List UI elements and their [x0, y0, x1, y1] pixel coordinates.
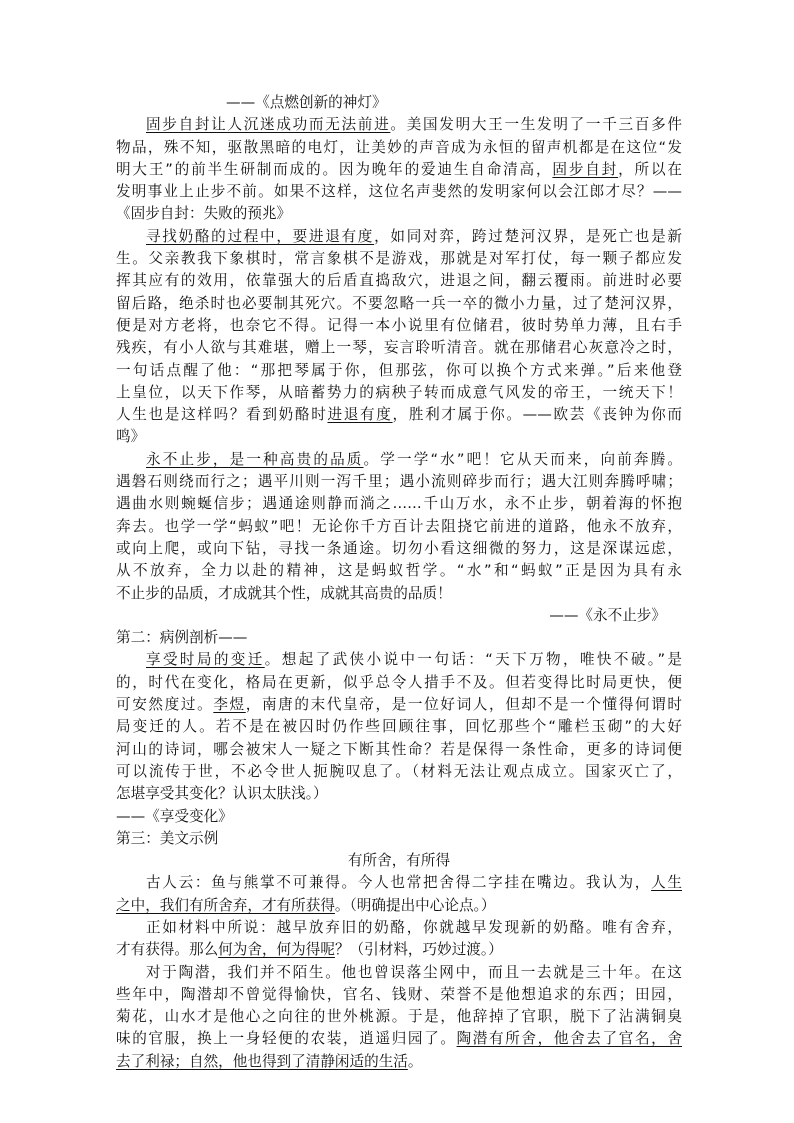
- paragraph-line: [116, 1006, 682, 1028]
- text-run: 味的官服，换上一身轻便的农装，逍遥归园了。: [116, 1030, 457, 1048]
- source-line: [116, 806, 682, 828]
- paragraph-line: [116, 426, 682, 448]
- text-run: ，南唐的末代皇帝，是一位好词人，但却不是一个懂得何谓时: [245, 696, 682, 714]
- underlined-text: 何为舍，何为得呢: [218, 941, 335, 959]
- paragraph-line: [116, 939, 682, 961]
- text-run: 人生也是这样吗？看到奶酪时: [116, 406, 328, 424]
- text-run: 第二：病例剖析——: [116, 629, 248, 647]
- paragraph-line: [116, 159, 682, 181]
- paragraph-line: [116, 783, 682, 805]
- paragraph-line: [116, 449, 682, 471]
- text-run: 遇磐石则绕而行之；遇平川则一泻千里；遇小流则碎步而行；遇大江则奔腾呼啸；: [116, 473, 682, 491]
- text-run: 不止步的品质，才成就其个性，成就其高贵的品质！: [116, 584, 452, 602]
- paragraph-line: [116, 761, 682, 783]
- text-run: 留后路，绝杀时也必要制其死穴。不要忽略一兵一卒的微小力量，过了楚河汉界，: [116, 294, 682, 312]
- text-run: 古人云：鱼与熊掌不可兼得。今人也常把舍得二字挂在嘴边。我认为，: [146, 874, 652, 892]
- text-run: 。（明确提出中心论点。）: [334, 896, 496, 914]
- text-run: 有所舍，有所得: [347, 852, 451, 870]
- text-run: 一句话点醒了他：“那把琴属于你，但那弦，你可以换个方式来弹。”后来他登: [116, 361, 682, 379]
- underlined-text: 去了利禄；自然，他也得到了清静闲适的生活: [116, 1052, 408, 1070]
- text-run: ——《享受变化》: [116, 807, 233, 825]
- paragraph-line: [116, 716, 682, 738]
- essay-title: [116, 850, 682, 872]
- paragraph-line: [116, 404, 682, 426]
- text-run: 鸣》: [116, 428, 146, 446]
- document-page: [116, 92, 682, 1073]
- text-run: ，胜利才属于你。——欧芸《丧钟为你而: [392, 406, 682, 424]
- text-run: 挥其应有的效用，依靠强大的后盾直捣敌穴，进退之间，翻云覆雨。前进时必要: [116, 272, 682, 290]
- text-run: 上皇位，以天下作琴，从暗蓄势力的病秧子转而成意气风发的帝王，一统天下！: [116, 383, 682, 401]
- paragraph-line: [116, 694, 682, 716]
- paragraph-line: [116, 895, 682, 917]
- paragraph-line: [116, 649, 682, 671]
- text-run: 。美国发明大王一生发明了一千三百多件: [390, 116, 682, 134]
- paragraph-line: [116, 137, 682, 159]
- paragraph-line: [116, 382, 682, 404]
- text-run: 才有获得。那么: [116, 941, 219, 959]
- paragraph-line: [116, 471, 682, 493]
- paragraph-line: [116, 538, 682, 560]
- text-run: 。想起了武侠小说中一句话：“天下万物，唯快不破。”是: [264, 651, 682, 669]
- paragraph-line: [116, 226, 682, 248]
- underlined-text: 永不止步，是一种高贵的品质: [146, 450, 364, 468]
- paragraph-line: [116, 337, 682, 359]
- source-line: [116, 92, 682, 114]
- paragraph-line: [116, 360, 682, 382]
- paragraph-line: [116, 739, 682, 761]
- source-line: [116, 203, 682, 225]
- text-run: 菊花，山水才是他心之向往的世外桃源。于是，他辞掉了官职，脱下了沾满铜臭: [116, 1008, 682, 1026]
- text-run: 对于陶潜，我们并不陌生。他也曾误落尘网中，而且一去就是三十年。在这: [146, 963, 682, 981]
- text-run: 怎堪享受其变化？认识太肤浅。）: [116, 785, 328, 803]
- paragraph-line: [116, 493, 682, 515]
- text-run: 局变迁的人。若不是在被囚时仍作些回顾往事，回忆那些个“雕栏玉砌”的大好: [116, 718, 682, 736]
- text-run: 第三：美文示例: [116, 829, 219, 847]
- text-run: 河山的诗词，哪会被宋人一疑之下断其性命？若是保得一条性命，更多的诗词便: [116, 740, 682, 758]
- paragraph-line: [116, 872, 682, 894]
- text-run: 明大王”的前半生研制而成的。因为晚年的爱迪生自命清高，: [116, 160, 553, 178]
- paragraph-line: [116, 583, 682, 605]
- text-run: 或向上爬，或向下钻，寻找一条通途。切勿小看这细微的努力，这是深谋远虑，: [116, 539, 682, 557]
- text-run: 遇曲水则蜿蜒信步；遇通途则静而淌之……千山万水，永不止步，朝着海的怀抱: [116, 495, 682, 513]
- paragraph-line: [116, 917, 682, 939]
- paragraph-line: [116, 181, 682, 203]
- text-run: 便是对方老将，也奈它不得。记得一本小说里有位储君，彼时势单力薄，且右手: [116, 316, 682, 334]
- text-run: ——《点燃创新的神灯》: [226, 94, 387, 111]
- text-run: 的，时代在变化，格局在更新，似乎总令人措手不及。但若变得比时局更快，便: [116, 673, 682, 691]
- underlined-text: 之中，我们有所舍弃，才有所获得: [116, 896, 335, 914]
- text-run: 正如材料中所说：越早放弃旧的奶酪，你就越早发现新的奶酪。唯有舍弃，: [146, 918, 682, 936]
- text-run: 奔去。也学一学“蚂蚁”吧！无论你千方百计去阻挠它前进的道路，他永不放弃，: [116, 517, 682, 535]
- text-run: ，所以在: [618, 160, 682, 178]
- paragraph-line: [116, 270, 682, 292]
- paragraph-line: [116, 516, 682, 538]
- text-run: 可安然度过。: [116, 696, 214, 714]
- underlined-text: 固步自封让人沉迷成功而无法前进: [146, 116, 391, 134]
- text-run: 物品，殊不知，驱散黑暗的电灯，让美妙的声音成为永恒的留声机都是在这位“发: [116, 138, 682, 156]
- underlined-text: 李煜: [213, 696, 246, 714]
- source-line: [116, 605, 682, 627]
- paragraph-line: [116, 248, 682, 270]
- text-run: 《固步自封：失败的预兆》: [116, 205, 292, 223]
- underlined-text: 进退有度: [327, 406, 393, 424]
- text-run: ，如同对弈，跨过楚河汉界，是死亡也是新: [374, 227, 682, 245]
- paragraph-line: [116, 1051, 682, 1073]
- text-run: 些年中，陶潜却不曾觉得愉快，官名、钱财、荣誉不是他想追求的东西；田园，: [116, 985, 682, 1003]
- text-run: ——《永不止步》: [549, 606, 666, 624]
- paragraph-line: [116, 984, 682, 1006]
- text-run: ？（引材料，巧妙过渡。）: [334, 941, 503, 959]
- text-run: 从不放弃，全力以赴的精神，这是蚂蚁哲学。“水”和“蚂蚁”正是因为具有永: [116, 562, 682, 580]
- text-run: 。: [407, 1052, 423, 1070]
- paragraph-line: [116, 1028, 682, 1050]
- paragraph-line: [116, 114, 682, 136]
- underlined-text: 享受时局的变迁: [146, 651, 265, 669]
- section-heading: [116, 627, 682, 649]
- text-run: 残疾，有小人欲与其难堪，赠上一琴，妄言聆听清音。就在那储君心灰意冷之时，: [116, 339, 682, 357]
- paragraph-line: [116, 962, 682, 984]
- text-run: 可以流传于世，不必令世人扼腕叹息了。（材料无法让观点成立。国家灭亡了，: [116, 762, 682, 780]
- paragraph-line: [116, 672, 682, 694]
- paragraph-line: [116, 315, 682, 337]
- underlined-text: 固步自封: [552, 160, 619, 178]
- underlined-text: 寻找奶酪的过程中，要进退有度: [146, 227, 375, 245]
- paragraph-line: [116, 293, 682, 315]
- text-run: 生。父亲教我下象棋时，常言象棋不是游戏，那就是对军打仗，每一颗子都应发: [116, 250, 682, 268]
- paragraph-line: [116, 560, 682, 582]
- text-run: 发明事业上止步不前。如果不这样，这位名声斐然的发明家何以会江郎才尽？——: [116, 183, 682, 201]
- text-run: 。学一学“水”吧！它从天而来，向前奔腾。: [363, 450, 682, 468]
- underlined-text: 人生: [651, 874, 682, 892]
- underlined-text: 陶潜有所舍，他舍去了官名，舍: [456, 1030, 682, 1048]
- section-heading: [116, 828, 682, 850]
